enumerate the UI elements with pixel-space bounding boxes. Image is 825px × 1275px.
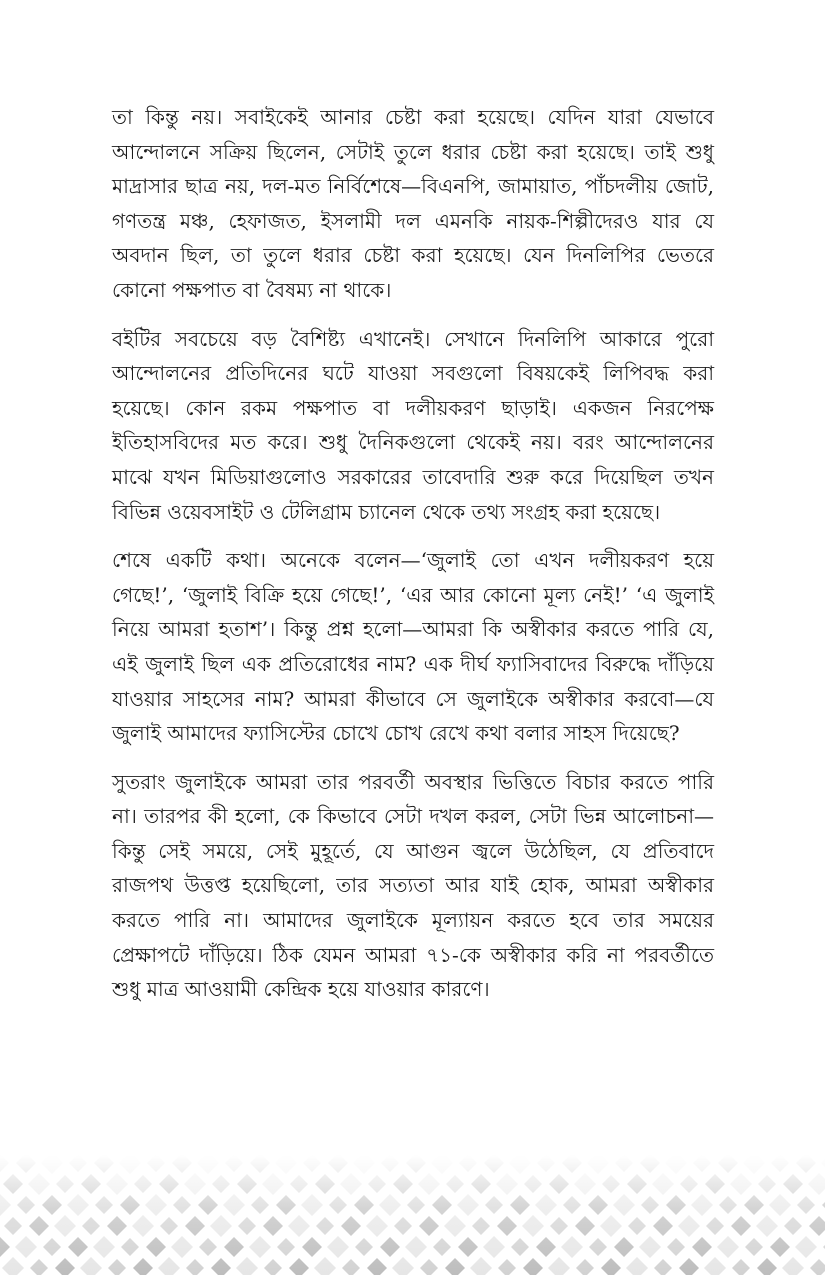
page-body — [112, 100, 714, 1021]
diamond-pattern-footer — [0, 1155, 825, 1275]
paragraph-3: শেষে একটি কথা। অনেকে বলেন—‘জুলাই তো এখন দলীয়করণ হয়ে গেছে!’, ‘জুলাই বিক্রি হয়ে গেছে!’, ‘এর আর কোনো মূল্য নেই!’ ‘এ জুলাই নিয়ে আমরা হতাশ’। কিন্তু প্রশ্ন হলো—আমরা কি অস্বীকার করতে পারি যে, এই জুলাই ছিল এক প্রতিরোধের নাম? এক দীর্ঘ ফ্যাসিবাদের বিরুদ্ধে দাঁড়িয়ে যাওয়ার সাহসের নাম? আমরা কীভাবে সে জুলাইকে অস্বীকার করবো—যে জুলাই আমাদের ফ্যাসিস্টের চোখে চোখ রেখে কথা বলার সাহস দিয়েছে? — [112, 548, 714, 746]
paragraph-2: বইটির সবচেয়ে বড় বৈশিষ্ট্য এখানেই। সেখানে দিনলিপি আকারে পুরো আন্দোলনের প্রতিদিনের ঘটে যাওয়া সবগুলো বিষয়কেই লিপিবদ্ধ করা হয়েছে। কোন রকম পক্ষপাত বা দলীয়করণ ছাড়াই। একজন নিরপেক্ষ ইতিহাসবিদের মত করে। শুধু দৈনিকগুলো থেকেই নয়। বরং আন্দোলনের মাঝে যখন মিডিয়াগুলোও সরকারের তাবেদারি শুরু করে দিয়েছিল তখন বিভিন্ন ওয়েবসাইট ও টেলিগ্রাম চ্যানেল থেকে তথ্য সংগ্রহ করা হয়েছে। — [112, 326, 714, 524]
paragraph-4: সুতরাং জুলাইকে আমরা তার পরবর্তী অবস্থার ভিত্তিতে বিচার করতে পারি না। তারপর কী হলো, কে কিভাবে সেটা দখল করল, সেটা ভিন্ন আলোচনা— কিন্তু সেই সময়ে, সেই মুহূর্তে, যে আগুন জ্বলে উঠেছিল, যে প্রতিবাদে রাজপথ উত্তপ্ত হয়েছিলো, তার সত্যতা আর যাই হোক, আমরা অস্বীকার করতে পারি না। আমাদের জুলাইকে মূল্যায়ন করতে হবে তার সময়ের প্রেক্ষাপটে দাঁড়িয়ে। ঠিক যেমন আমরা ৭১-কে অস্বীকার করি না পরবর্তীতে শুধু মাত্র আওয়ামী কেন্দ্রিক হয়ে যাওয়ার কারণে। — [112, 769, 714, 1002]
paragraph-1: তা কিন্তু নয়। সবাইকেই আনার চেষ্টা করা হয়েছে। যেদিন যারা যেভাবে আন্দোলনে সক্রিয় ছিলেন, সেটাই তুলে ধরার চেষ্টা করা হয়েছে। তাই শুধু মাদ্রাসার ছাত্র নয়, দল-মত নির্বিশেষে—বিএনপি, জামায়াত, পাঁচদলীয় জোট, গণতন্ত্র মঞ্চ, হেফাজত, ইসলামী দল এমনকি নায়ক-শিল্পীদেরও যার যে অবদান ছিল, তা তুলে ধরার চেষ্টা করা হয়েছে। যেন দিনলিপির ভেতরে কোনো পক্ষপাত বা বৈষম্য না থাকে। — [112, 105, 714, 302]
